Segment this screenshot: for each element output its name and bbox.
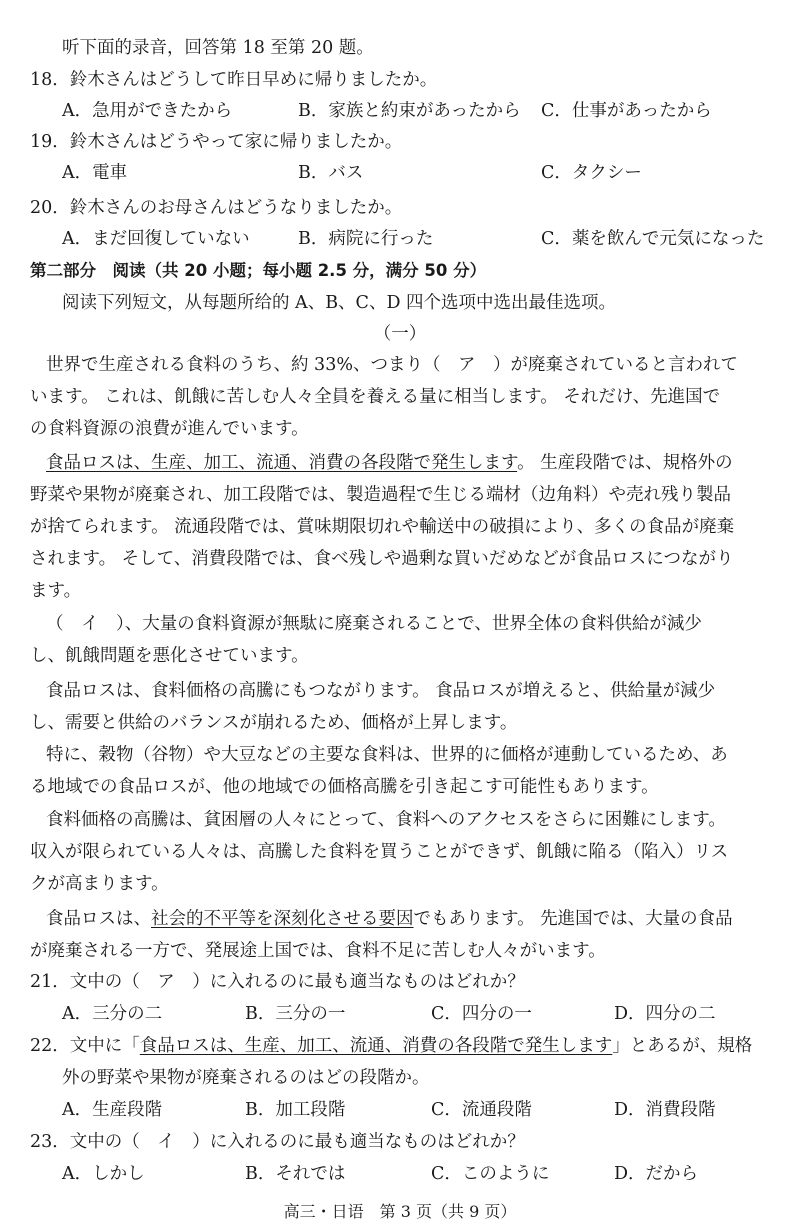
question-23-option-c: C．このように [431,1164,550,1184]
question-19-stem: 19．鈴木さんはどうやって家に帰りましたか。 [30,132,403,152]
question-20-stem: 20．鈴木さんのお母さんはどうなりましたか。 [30,198,403,218]
passage-p1-line1: 世界で生産される食料のうち、約 33%、つまり（ ア ）が廃棄されていると言われて [46,355,738,375]
passage-p1-line3: の食料資源の浪費が進んでいます。 [30,419,309,439]
question-21-stem: 21．文中の（ ア ）に入れるのに最も適当なものはどれか？ [30,972,525,992]
passage-p2-line3: が捨てられます。 流通段階では、賞味期限切れや輸送中の破損により、多くの食品が廃棄 [30,517,735,537]
passage-p5-line2: る地域での食品ロスが、他の地域での価格高騰を引き起こす可能性もあります。 [30,777,659,797]
passage-p7-line2: が廃棄される一方で、発展途上国では、食料不足に苦しむ人々がいます。 [30,941,606,961]
question-22-option-a: A．生産段階 [62,1100,163,1120]
passage-p1-line2: います。 これは、飢餓に苦しむ人々全員を養える量に相当します。 それだけ、先進国で [30,387,721,407]
question-20-option-c: C．薬を飲んで元気になった [541,229,765,249]
part2-instruction: 阅读下列短文，从每题所给的 A、B、C、D 四个选项中选出最佳选项。 [62,293,617,313]
passage-p3-line2: し、飢餓問題を悪化させています。 [30,646,309,666]
question-21-option-c: C．四分の一 [431,1004,532,1024]
question-21-option-a: A．三分の二 [62,1004,163,1024]
passage-p4-line2: し、需要と供給のバランスが崩れるため、価格が上昇します。 [30,713,518,733]
question-18-stem: 18．鈴木さんはどうして昨日早めに帰りましたか。 [30,70,438,90]
underlined-sentence: 食品ロスは、生産、加工、流通、消費の各段階で発生します [46,453,518,473]
passage-p6-line1: 食料価格の高騰は、貧困層の人々にとって、食料へのアクセスをさらに困難にします。 [46,810,726,830]
question-22-stem-line2: 外の野菜や果物が廃棄されるのはどの段階か。 [62,1068,430,1088]
question-23-option-b: B．それでは [245,1164,346,1184]
question-21-option-d: D．四分の二 [614,1004,716,1024]
question-22-option-c: C．流通段階 [431,1100,532,1120]
question-19-option-c: C．タクシー [541,163,642,183]
passage-number: （一） [373,324,427,344]
question-23-option-d: D．だから [614,1164,699,1184]
passage-p3-line1: （ イ ）、大量の食料資源が無駄に廃棄されることで、世界全体の食料供給が減少 [46,614,702,634]
listening-instruction: 听下面的录音，回答第 18 至第 20 题。 [62,38,374,58]
passage-p2-line2: 野菜や果物が廃棄され、加工段階では、製造過程で生じる端材（边角料）や売れ残り製品 [30,485,732,505]
question-23-option-a: A．しかし [62,1164,145,1184]
passage-p5-line1: 特に、穀物（谷物）や大豆などの主要な食料は、世界的に価格が連動しているため、あ [46,745,728,765]
question-19-option-b: B．バス [298,163,364,183]
question-22-option-b: B．加工段階 [245,1100,346,1120]
question-19-option-a: A．電車 [62,163,128,183]
question-18-option-b: B．家族と約束があったから [298,101,521,121]
underlined-phrase: 社会的不平等を深刻化させる要因 [151,909,414,929]
passage-p6-line3: クが高まります。 [30,874,169,894]
question-18-option-c: C．仕事があったから [541,101,712,121]
part2-heading: 第二部分 阅读（共 20 小题；每小题 2.5 分，满分 50 分） [30,261,487,280]
question-20-option-a: A．まだ回復していない [62,229,250,249]
question-23-stem: 23．文中の（ イ ）に入れるのに最も適当なものはどれか？ [30,1132,525,1152]
question-21-option-b: B．三分の一 [245,1004,346,1024]
question-22-stem-line1: 22．文中に「食品ロスは、生産、加工、流通、消費の各段階で発生します」とあるが、規格 [30,1036,753,1056]
question-22-option-d: D．消費段階 [614,1100,716,1120]
passage-p2-line1: 食品ロスは、生産、加工、流通、消費の各段階で発生します。 生産段階では、規格外の [46,453,733,473]
passage-p2-line5: ます。 [30,581,82,601]
passage-p4-line1: 食品ロスは、食料価格の高騰にもつながります。 食品ロスが増えると、供給量が減少 [46,681,716,701]
passage-p2-line4: されます。 そして、消費段階では、食べ残しや過剰な買いだめなどが食品ロスにつながり [30,549,734,569]
question-20-option-b: B．病院に行った [298,229,434,249]
question-18-option-a: A．急用ができたから [62,101,233,121]
page-footer: 高三・日语 第 3 页（共 9 页） [283,1202,517,1221]
passage-p6-line2: 収入が限られている人々は、高騰した食料を買うことができず、飢餓に陥る（陷入）リス [30,842,729,862]
passage-p7-line1: 食品ロスは、社会的不平等を深刻化させる要因でもあります。 先進国では、大量の食品 [46,909,733,929]
